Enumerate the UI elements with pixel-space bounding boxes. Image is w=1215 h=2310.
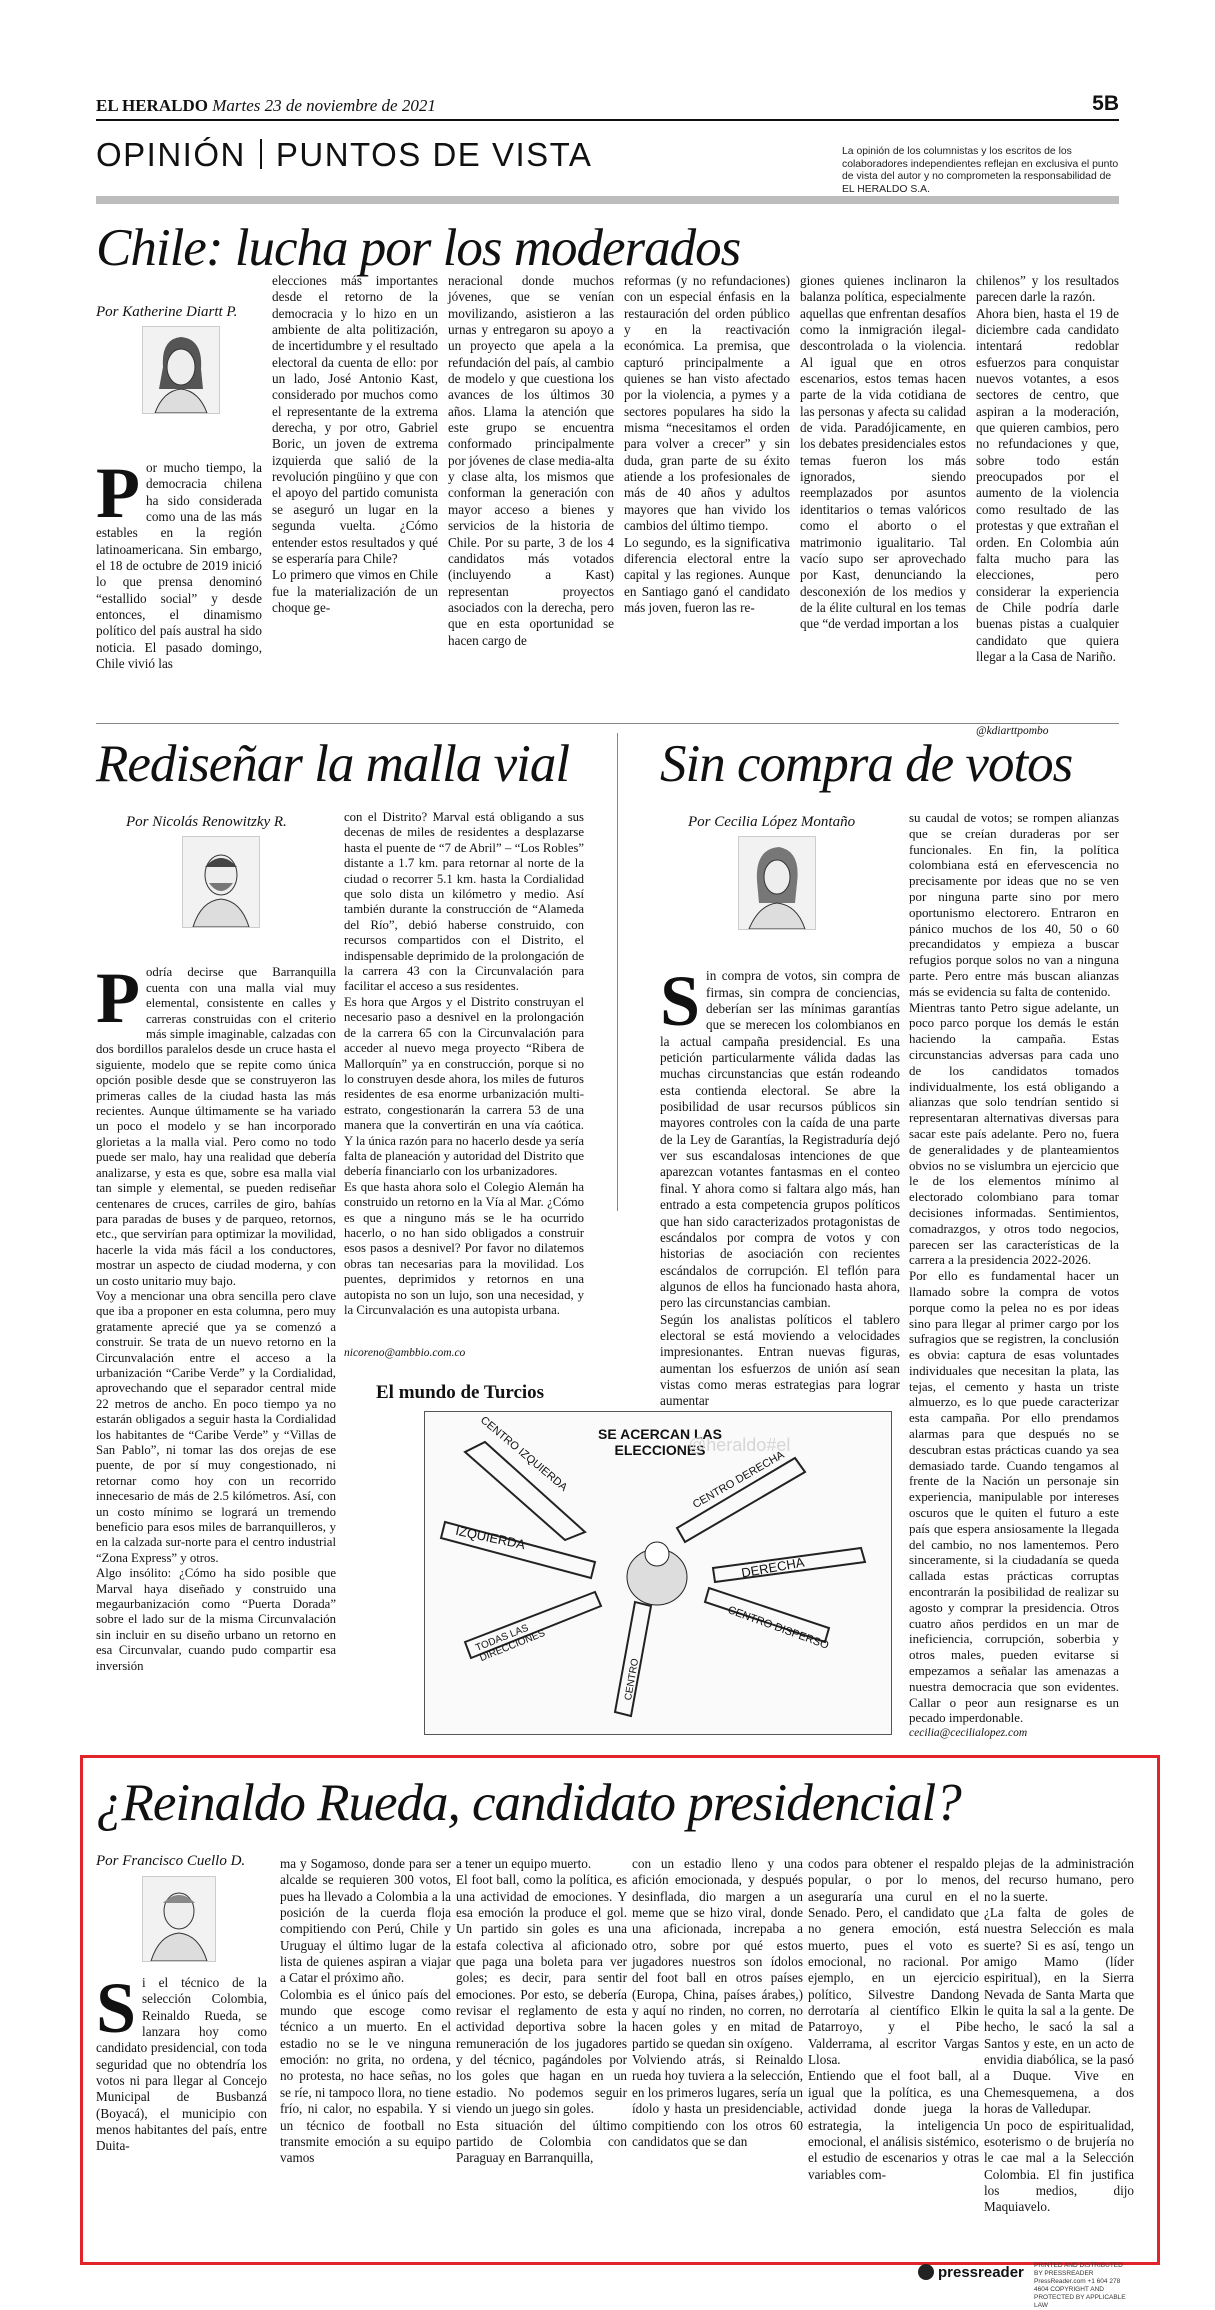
portrait-sketch-icon <box>739 837 815 929</box>
article4-column: con un estadio lleno y una afición emocionada, y después desinflada, dio margen a un meme que se hizo viral, donde una aficionada, increpaba a otro, sobre por qué estos jugadores nuestros son ídolos del foot ball en otros países (Europa, China, países árabes,) y aquí no rinden, no corren, no hacen goles y en mitad de partido se quedan sin oxígeno. Volviendo atrás, si Reinaldo rueda hoy tuviera a la selección, en los primeros lugares, sería un ídolo y hasta un presidenciable, compitiendo con los otros 60 candidatos que se dan <box>632 1856 803 2149</box>
author-portrait <box>738 836 816 930</box>
cartoon-drawing <box>425 1412 891 1734</box>
subsection-name: PUNTOS DE VISTA <box>275 136 593 173</box>
article1-column: giones quienes inclinaron la balanza política, especialmente aquellas que enfrentan desafíos como la inmigración ilegal-descontrolada o la violencia. Al igual que en otros escenarios, estos temas hacen parte de la vida cotidiana de las personas y afecta su calidad de vida. Paradójicamente, en los debates presidenciales estos temas fueron los más ignorados, siendo reemplazados por asuntos identitarios o temas valóricos como el aborto o el matrimonio igualitario. Tal vacío supo ser aprovechado por Kast, denunciando la desconexión de los medios y de la élite cultural en los temas que “de verdad importan a los <box>800 273 966 632</box>
article4-column <box>96 1968 267 2155</box>
page-number: 5B <box>1092 92 1119 115</box>
article2-title: Rediseñar la malla vial <box>96 735 570 793</box>
portrait-sketch-icon <box>143 1877 215 1961</box>
article1-column: neracional donde muchos jóvenes, que se venían movilizando, asistieron a las urnas y entregaron su apoyo a un proyecto que apela a la refundación del país, al cambio de modelo y que cuestiona los avances de los últimos 30 años. Llama la atención que este grupo se encuentra conformado principalmente por jóvenes de clase media-alta y clase alta, los mismos que conforman la generación con mayor acceso a bienes y servicios de la historia de Chile. Por su parte, 3 de los 4 candidatos más votados (incluyendo a Kast) representan proyectos asociados con la derecha, pero que en esta oportunidad se hacen cargo de <box>448 273 614 648</box>
portrait-sketch-icon <box>183 837 259 927</box>
watermark: @heraldo#el <box>688 1435 791 1455</box>
dropcap: S <box>96 1968 137 2048</box>
article4-column: a tener un equipo muerto. El foot ball, como la política, es una actividad de emociones. Y esa emoción la produce el gol. Un partido sin goles es una estafa colectiva al aficionado que paga una boleta para ver goles; es decir, para sentir emociones. Por esto, se debería revisar el reglamento de esta actividad deportiva sobre la remuneración de los jugadores y del técnico, pagándoles por los goles que hagan en un estadio. No podemos seguir viendo un juego sin goles. Esta situación del último partido de Colombia con Paraguay en Barranquilla, <box>456 1856 627 2166</box>
pressreader-icon <box>918 2264 934 2280</box>
article3-column <box>660 952 900 1410</box>
article3-byline: Por Cecilia López Montaño <box>688 814 856 830</box>
disclaimer: La opinión de los columnistas y los escritos de los colaboradores independientes reflejan en exclusiva el punto de vista del autor y no comprometen la responsabilidad de EL HERALDO S.A. <box>842 146 1119 195</box>
dropcap: P <box>96 958 140 1039</box>
pressreader-wordmark: pressreader <box>938 2264 1024 2281</box>
header-rule <box>96 119 1119 121</box>
article4-text: i el técnico de la selección Colombia, Reinaldo Rueda, se lanzara hoy como candidato presidencial, con toda seguridad que no obtendría los votos ni para llegar al Concejo Municipal de Busbanzá (Boyacá), el municipio con menos habitantes del país, entre Duita- <box>96 1975 267 2154</box>
author-portrait <box>142 1876 216 1962</box>
article3-column: su caudal de votos; se rompen alianzas que se creían duraderas por ser funcionales. En fin, la política colombiana está en efervescencia no precisamente por ideas que no se ven por ninguna parte sino por mero oportunismo electorero. Entraron en pánico muchos de los 40, 50 o 60 precandidatos y empieza a buscar refugios porque solos no van a ninguna parte. Pero entre más buscan alianzas más se evidencia su falta de contenido. Mientras tanto Petro sigue adelante, un poco parco porque los demás le están haciendo la campaña. Estas circunstancias adversas para cada uno de los candidatos tomados individualmente, los está obligando a alianzas que solo tendrían sentido si representaran alternativas diversas para sacar este país adelante. Pero no, fuera de generalidades y de planteamientos obvios no se vislumbra un ejercicio que le de los elementos mínimo al electorado colombiano para tomar decisiones informadas. Sentimientos, comadrazgos, y otros todo negocios, parecen ser las características de la carrera a la presidencia 2022-2026. Por ello es fundamental hacer un llamado sobre la compra de votos porque como la pelea no es por ideas sino para llegar al primer cargo por los sufragios que se registren, la conclusión es obvia: captura de esas voluntades individuales que necesitan la plata, las tejas, el cemento y hasta un triste almuerzo, es lo que puede caracterizar esta campaña. Por ello prendamos alarmas para que después no se descubran estas prácticas cuando ya sea demasiado tarde. Cuando tengamos al frente de la Nación un personaje sin experiencia, manipulable por intereses oscuros que le quiten el futuro a este país que espera ansiosamente la llegada del cambio, no nos lamentemos. Pero sinceramente, si la ciudadanía se queda callada estas prácticas corruptas encontrarán la posibilidad de realizar su agosto y comprar la presidencia. Otros cuatro años perdidos en un mar de ineficiencia, corrupción, soberbia y otros males, pueden evitarse si empezamos a señalar las amenazas a nuestra democracia que son evidentes. Callar o peor aun resignarse es un pecado imperdonable. <box>909 810 1119 1726</box>
publication-name: EL HERALDO <box>96 96 208 115</box>
article1-column <box>96 453 262 672</box>
article4-column: ma y Sogamoso, donde para ser alcalde se requieren 300 votos, pues ha llevado a Colombia a la posición de la cuerda floja compitiendo con Perú, Chile y Uruguay el último lugar de la lista de quienes aspiran a viajar a Catar el próximo año. Colombia es el único país del mundo que escoge como técnico a un muerto. En el estadio no se le ve ninguna emoción: no grita, no ordena, no protesta, no hace señas, no se ríe, ni tampoco llora, no tiene frío, ni calor, no espabila. Y si un técnico de football no transmite emoción a su equipo vamos <box>280 1856 451 2166</box>
print-notice: PRINTED AND DISTRIBUTED BY PRESSREADER PressReader.com +1 604 278 4604 COPYRIGHT AND PROTECTED BY APPLICABLE LAW <box>1034 2262 1126 2309</box>
section-separator <box>260 139 262 169</box>
arrow-label: DERECHA <box>740 1554 806 1581</box>
author-handle: @kdiarttpombo <box>976 725 1049 737</box>
article1-column: chilenos” y los resultados parecen darle la razón. Ahora bien, hasta el 19 de diciembre cada candidato intentará redoblar esfuerzos para conquistar nuevos votantes, a esos sectores de centro, que aspiran a la moderación, que quieren cambios, pero no refundaciones y que, sobre todo están preocupados por el aumento de la violencia como resultado de las protestas y que extrañan el orden. En Colombia aún falta mucho para las elecciones, pero considerar la experiencia de Chile podría darle buenas pistas a cualquier candidato que quiera llegar a la Casa de Nariño. <box>976 273 1119 664</box>
dropcap: S <box>660 961 701 1042</box>
arrow-label: CENTRO DERECHA <box>690 1448 787 1512</box>
author-portrait <box>142 326 220 414</box>
article2-text: odría decirse que Barranquilla cuenta con una malla vial muy elemental, consistente en calles y carreras construidas con el criterio más simple imaginable, calzadas con dos bordillos paralelos desde un cruce hasta el siguiente, modelo que se repite como única opción posible desde que se construyeron las primeras calles de la ciudad hasta las más recientes. Aunque últimamente se ha variado un poco el modelo y se han incorporado glorietas a la malla vial. Pero como no todo puede ser malo, hay una realidad que debería analizarse, y esta es que, sobre esa malla vial tan simple y elemental, se pueden rediseñar centenares de cruces, carriles de giro, bahías para paradas de buses y de parqueo, retornos, etc., que servirían para optimizar la movilidad, hacerle la vida más fácil a los conductores, mostrar un aspecto de ciudad moderna, y con un costo unitario muy bajo. Voy a mencionar una obra sencilla pero clave que iba a proponer en esta columna, pero muy gratamente aprecié que ya se comenzó a construir. Se trata de un nuevo retorno en la Circunvalación entre el acceso a la urbanización “Caribe Verde” y la Cordialidad, aprovechando que el separador central mide 22 metros de ancho. En poco tiempo ya no estarán obligados a seguir hasta la Cordialidad los habitantes de “Caribe Verde” y “Villas de San Pablo”, ni tomar las dos orejas de ese puente, de por sí muy congestionado, ni retornar como hoy con un recorrido innecesario de más de 2.5 kilómetros. Así, con un costo mínimo se logrará un tremendo beneficio para esos miles de barranquilleros, y en la calzada sur-norte para el centro industrial “Zona Express” y otros. Algo insólito: ¿Cómo ha sido posible que Marval haya diseñado y construido una megaurbanización como “Puerta Dorada” sobre el lado sur de la misma Circunvalación sin incluir en su diseño urbano un retorno en esa Circunvalar, cuando pudo compartir esa inversión <box>96 965 336 1673</box>
article3-text: in compra de votos, sin compra de firmas, sin compra de conciencias, deberían ser las mínimas garantías que se merecen los colombianos en la actual campaña presidencial. Es una petición particularmente válida dadas las muchas circunstancias que están rodeando esta contienda electoral. Se abre la posibilidad de usar recursos públicos sin mayores controles con la caída de una parte de la Ley de Garantías, la Registraduría dejó ver sus escandalosas intenciones de que aparezcan votantes fantasmas en el conteo final. Y ahora como si faltara algo más, han entrado a esta competencia grupos políticos que han sido caracterizados protagonistas de escándalos por compra de votos y con historias de asociación con recientes escándalos de corrupción. El teflón para algunos de ellos ha funcionado hasta ahora, pero las circunstancias cambian. Según los analistas políticos el tablero electoral se está moviendo a velocidades impresionantes. Entran nuevas figuras, aumentan los esfuerzos de unión así sean vistas como meras estrategias para lograr aumentar <box>660 968 900 1409</box>
article2-byline: Por Nicolás Renowitzky R. <box>126 814 287 830</box>
arrow-label: TODAS LAS DIRECCIONES <box>474 1622 547 1665</box>
article2-column <box>96 950 336 1674</box>
article4-byline: Por Francisco Cuello D. <box>96 1853 246 1869</box>
cartoon-title: El mundo de Turcios <box>376 1382 545 1403</box>
cartoon-caption: SE ACERCAN LAS ELECCIONES <box>598 1426 722 1458</box>
arrow-label: CENTRO <box>623 1657 642 1702</box>
author-email: nicoreno@ambbio.com.co <box>344 1347 466 1359</box>
article1-column: elecciones más importantes desde el retorno de la democracia y lo hizo en un ambiente de alta politización, de incertidumbre y el resultado electoral da cuenta de ello: por un lado, José Antonio Kast, considerado por muchos como el representante de la extrema derecha, y por otro, Gabriel Boric, un joven de extrema izquierda que salió de la revolución pingüino y que con el apoyo del partido comunista se aseguró un lugar en la segunda vuelta. ¿Cómo entender estos resultados y qué se esperaría para Chile? Lo primero que vimos en Chile fue la materialización de un choque ge- <box>272 273 438 615</box>
article-divider <box>96 723 1119 724</box>
arrow-label: CENTRO IZQUIERDA <box>477 1414 570 1494</box>
arrow-label: IZQUIERDA <box>454 1522 527 1553</box>
section-heading <box>96 136 592 174</box>
article1-text: or mucho tiempo, la democracia chilena ha sido considerada como una de las más estables en la región latinoamericana. Sin embargo, el 18 de octubre de 2019 inició lo que prensa denominó “estallido social” y desde entonces, el dinamismo político del país austral ha sido noticia. El pasado domingo, Chile vivió las <box>96 460 262 672</box>
portrait-sketch-icon <box>143 327 219 413</box>
issue-date: Martes 23 de noviembre de 2021 <box>212 96 436 115</box>
article4-title: ¿Reinaldo Rueda, candidato presidencial? <box>96 1774 961 1832</box>
pressreader-logo[interactable] <box>918 2264 1024 2281</box>
column-divider <box>617 733 618 1211</box>
arrow-label: CENTRO DISPERSO <box>726 1604 831 1652</box>
article2-column: con el Distrito? Marval está obligando a sus decenas de miles de residentes a desplazarse hasta el puente de “7 de Abril” – “Los Robles” distante a 1.7 km. para retornar al norte de la ciudad o recorrer 5.1 km. hasta la Cordialidad que solo dista un kilómetro y medio. Así también durante la construcción de “Alameda del Río”, debió haberse construido, con recursos compartidos con el Distrito, el indispensable deprimido de la prolongación de la carrera 43 con la Circunvalación para facilitar el acceso a sus residentes. Es hora que Argos y el Distrito construyan el necesario paso a desnivel en la prolongación de la carrera 65 con la Circunvalación para acceder al nuevo mega proyecto “Ribera de Mallorquín” ya en construcción, porque si no lo construyen desde ahora, los miles de futuros residentes de esa enorme urbanización multi-estrato, congestionarán la carrera 53 de una manera que la convertirán en una vía caótica. Y la única razón para no hacerlo desde ya sería falta de planeación y autoridad del Distrito que debería financiarlo con los urbanizadores. Es que hasta ahora solo el Colegio Alemán ha construido un retorno en la Vía al Mar. ¿Cómo es que a ninguno más se le ha ocurrido hacerlo, o no han sido obligados a construir esos pasos a desnivel? Por favor no dilatemos obras tan necesarias para la movilidad. Los puentes, deprimidos y retornos en una autopista no son un lujo, son una necesidad, y la Circunvalación es una autopista urbana. <box>344 810 584 1317</box>
article1-column: reformas (y no refundaciones) con un especial énfasis en la restauración del orden público y en la reactivación económica. La premisa, que capturó principalmente a quienes se han visto afectado por la violencia, a pymes y a sectores populares ha sido la misma “necesitamos el orden para volver a crecer” y sin duda, gran parte de su éxito atiende a los profesionales de más de 40 años y adultos mayores que han vivido los cambios del último tiempo. Lo segundo, es la significativa diferencia electoral entre la capital y las regiones. Aunque en Santiago ganó el candidato más joven, fueron las re- <box>624 273 790 615</box>
editorial-cartoon <box>424 1411 892 1735</box>
article1-byline: Por Katherine Diartt P. <box>96 304 238 320</box>
dropcap: P <box>96 453 140 533</box>
article4-column: plejas de la administración del recurso humano, pero no la suerte. ¿La falta de goles de nuestra Selección es mala suerte? Si es así, tengo un amigo Mamo (líder espiritual), en la Sierra Nevada de Santa Marta que le quita la sal a la gente. De hecho, le sacó la sal a Santos y este, en un acto de envidia diabólica, se la pasó a Duque. Vive en Chemesquemena, a dos horas de Valledupar. Un poco de espiritualidad, esoterismo o de brujería no le cae mal a la Selección Colombia. El fin justifica los medios, dijo Maquiavelo. <box>984 1856 1134 2215</box>
section-name: OPINIÓN <box>96 136 246 173</box>
article4-column: codos para obtener el respaldo popular, o por lo menos, aseguraría una curul en el Senado. Pero, el candidato que no genera emoción, está muerto, pues el voto es emocional, no racional. Por ejemplo, en un ejercicio político, Silvestre Dandong derrotaría al científico Elkin Patarroyo, y el Pibe Valderrama, al escritor Vargas Llosa. Entiendo que el foot ball, al igual que la política, es una actividad donde juega la estrategia, la inteligencia emocional, el análisis sistémico, el estudio de escenarios y otras variables com- <box>808 1856 979 2182</box>
masthead <box>96 96 436 116</box>
author-portrait <box>182 836 260 928</box>
author-email: cecilia@cecilialopez.com <box>909 1727 1028 1739</box>
article1-title: Chile: lucha por los moderados <box>96 219 741 277</box>
section-rule <box>96 196 1119 204</box>
article3-title: Sin compra de votos <box>660 735 1073 793</box>
